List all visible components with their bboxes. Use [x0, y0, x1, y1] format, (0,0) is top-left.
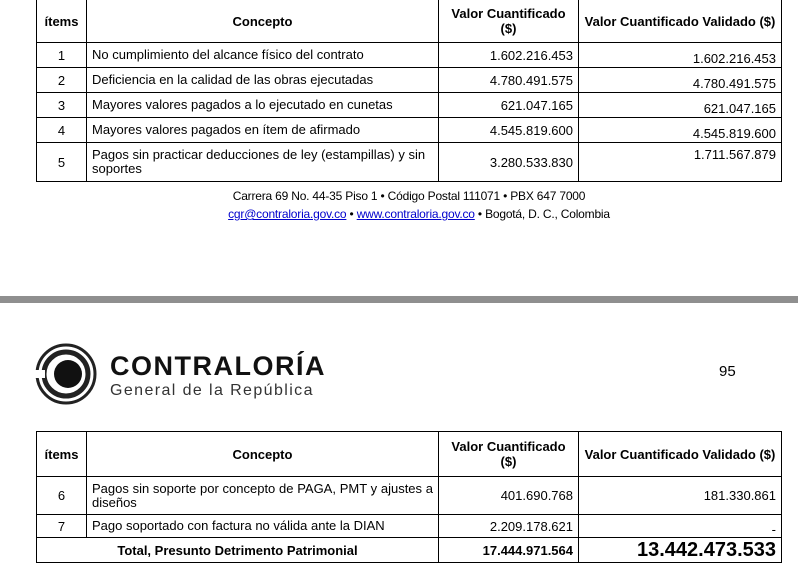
cell-item: 1: [37, 43, 87, 68]
total-row: [37, 538, 782, 563]
table-row: [37, 93, 782, 118]
cell-concepto: Pagos sin practicar deducciones de ley (estampillas) y sin soportes: [87, 143, 439, 182]
table-row: [37, 118, 782, 143]
cell-concepto: Mayores valores pagados a lo ejecutado en cunetas: [87, 93, 439, 118]
cell-validado: 621.047.165: [579, 93, 782, 118]
cell-valor: 4.780.491.575: [439, 68, 579, 93]
cell-validado: -: [579, 515, 782, 538]
cell-concepto: Mayores valores pagados en ítem de afirmado: [87, 118, 439, 143]
footer-email-link[interactable]: cgr@contraloria.gov.co: [228, 207, 347, 221]
cell-validado: 1.711.567.879: [579, 143, 782, 182]
detriment-table-top: [36, 0, 782, 182]
cell-concepto: No cumplimiento del alcance físico del contrato: [87, 43, 439, 68]
cell-valor: 401.690.768: [439, 477, 579, 515]
cell-item: 6: [37, 477, 87, 515]
detriment-table-bottom: [36, 431, 782, 563]
total-valor: 17.444.971.564: [439, 538, 579, 563]
footer-city: • Bogotá, D. C., Colombia: [474, 207, 610, 221]
cell-item: 2: [37, 68, 87, 93]
cell-item: 7: [37, 515, 87, 538]
table-row: [37, 515, 782, 538]
cell-item: 3: [37, 93, 87, 118]
cell-valor: 2.209.178.621: [439, 515, 579, 538]
header-valor: Valor Cuantificado ($): [439, 0, 579, 43]
footer-contact: [20, 207, 798, 221]
cell-valor: 1.602.216.453: [439, 43, 579, 68]
footer-address: Carrera 69 No. 44-35 Piso 1 • Código Postal 111071 • PBX 647 7000: [232, 189, 586, 203]
contraloria-logo-icon: [35, 343, 97, 405]
header-concepto: Concepto: [87, 0, 439, 43]
header-valor-validado: Valor Cuantificado Validado ($): [579, 432, 782, 477]
cell-validado: 1.602.216.453: [579, 43, 782, 68]
cell-concepto: Pago soportado con factura no válida ante la DIAN: [87, 515, 439, 538]
brand: [110, 352, 326, 400]
cell-valor: 3.280.533.830: [439, 143, 579, 182]
cell-validado: 181.330.861: [579, 477, 782, 515]
table-row: [37, 143, 782, 182]
table-row: [37, 43, 782, 68]
footer-bullet: •: [346, 207, 357, 221]
table-header-row: [37, 0, 782, 43]
header-valor: Valor Cuantificado ($): [439, 432, 579, 477]
total-label: Total, Presunto Detrimento Patrimonial: [37, 538, 439, 563]
cell-validado: 4.780.491.575: [579, 68, 782, 93]
cell-item: 5: [37, 143, 87, 182]
cell-valor: 4.545.819.600: [439, 118, 579, 143]
cell-item: 4: [37, 118, 87, 143]
brand-subtitle: General de la República: [110, 382, 314, 399]
table-row: [37, 68, 782, 93]
page-separator: [0, 296, 798, 303]
table-row: [37, 477, 782, 515]
cell-validado: 4.545.819.600: [579, 118, 782, 143]
cell-concepto: Pagos sin soporte por concepto de PAGA, PMT y ajustes a diseños: [87, 477, 439, 515]
footer-website-link[interactable]: www.contraloria.gov.co: [356, 207, 475, 221]
header-valor-validado: Valor Cuantificado Validado ($): [579, 0, 782, 43]
cell-concepto: Deficiencia en la calidad de las obras ejecutadas: [87, 68, 439, 93]
page-number: 95: [719, 363, 736, 380]
header-items: ítems: [37, 432, 87, 477]
header-concepto: Concepto: [87, 432, 439, 477]
cell-valor: 621.047.165: [439, 93, 579, 118]
brand-title: CONTRALORÍA: [110, 351, 326, 381]
header-items: ítems: [37, 0, 87, 43]
table-header-row: [37, 432, 782, 477]
total-validado: 13.442.473.533: [579, 538, 782, 563]
